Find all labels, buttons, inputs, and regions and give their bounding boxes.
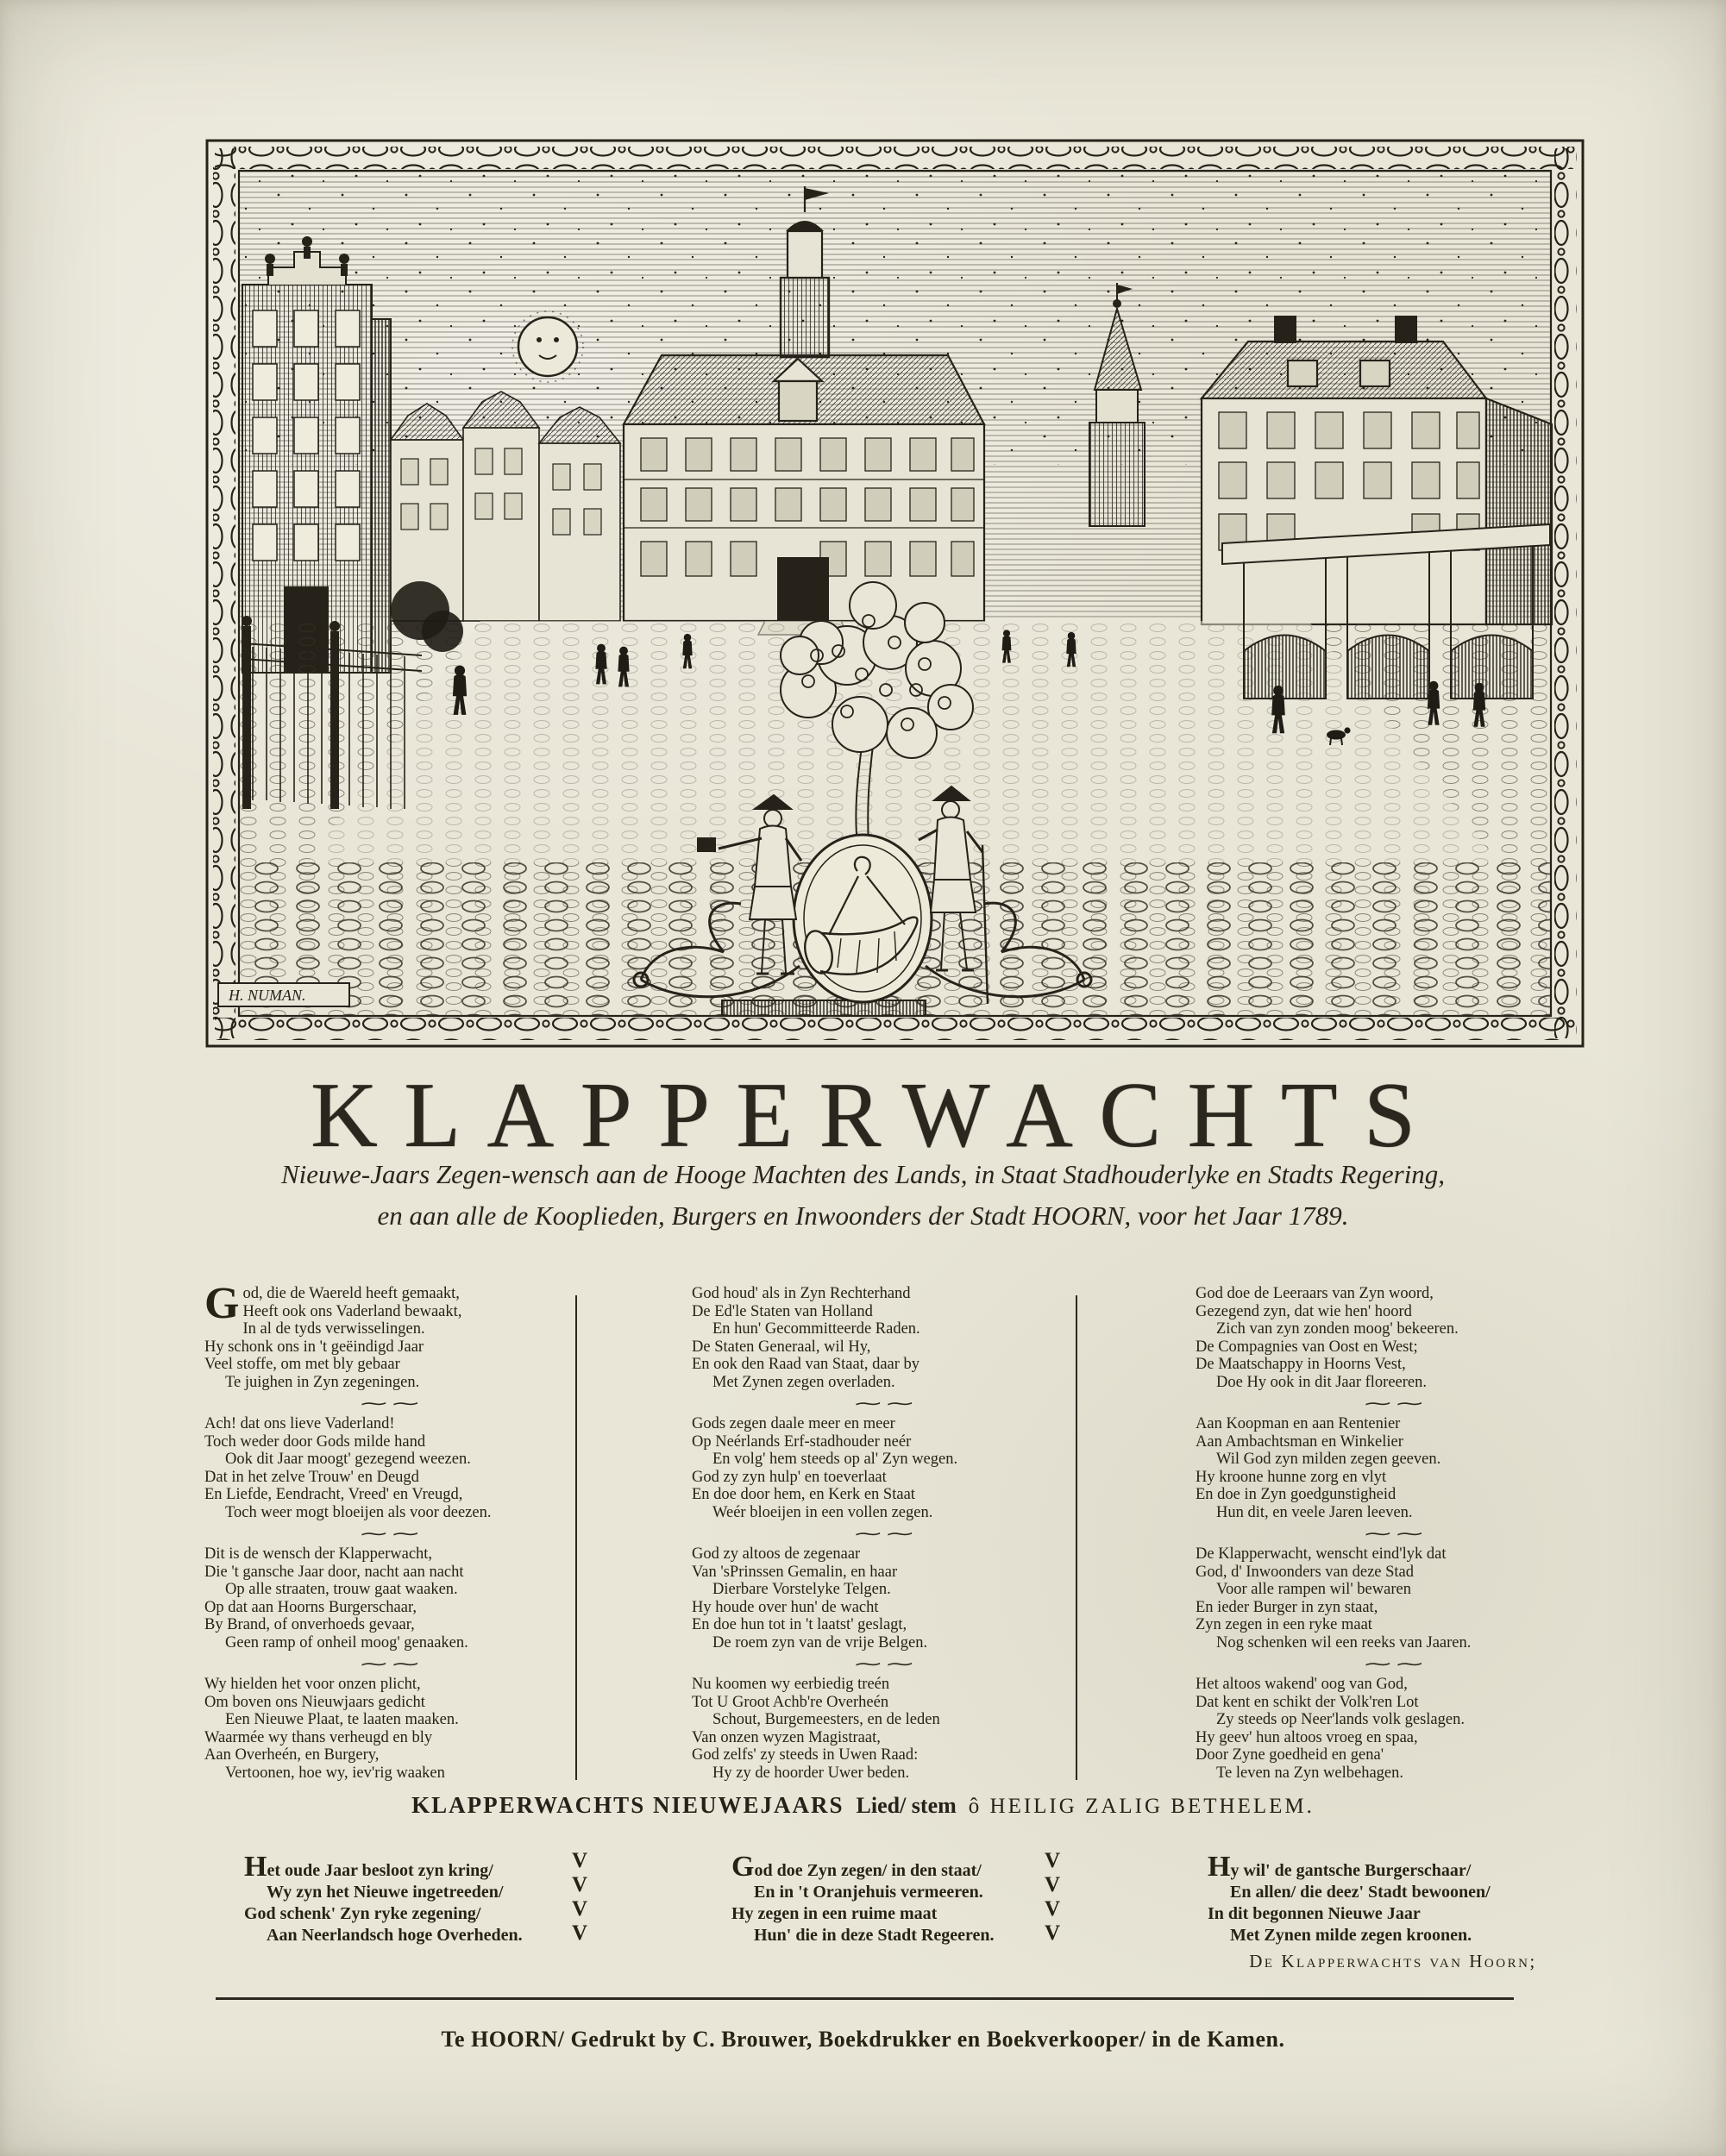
poem-line: Wil God zyn milden zegen geeven. xyxy=(1216,1451,1441,1468)
poem-line: Dierbare Vorstelyke Telgen. xyxy=(712,1581,891,1598)
poem-line: Aan Koopman en aan Rentenier xyxy=(1196,1415,1401,1432)
poem-line: De Klapperwacht, wenscht eind'lyk dat xyxy=(1196,1545,1447,1563)
chain-border-top xyxy=(215,147,1575,169)
ornamental-initial-glyph: V xyxy=(571,1849,588,1872)
poem-column-2 xyxy=(692,1285,1076,1782)
ornamental-initial-glyph: V xyxy=(1044,1921,1061,1945)
poem-line: Te juighen in Zyn zegeningen. xyxy=(225,1373,420,1391)
poem-line: En hun' Gecommitteerde Raden. xyxy=(712,1320,920,1338)
poem-line: Nu koomen wy eerbiedig treén xyxy=(692,1676,890,1693)
song-line: Hy zegen in een ruime maat xyxy=(731,1904,938,1923)
song-heading-mid: Lied/ stem xyxy=(856,1793,957,1818)
poem-line: En ook den Raad van Staat, daar by xyxy=(692,1356,920,1373)
poem-line: De roem zyn van de vrije Belgen. xyxy=(712,1633,928,1651)
ornamental-initial-glyph: V xyxy=(571,1897,588,1921)
poem-line: De Maatschappy in Hoorns Vest, xyxy=(1196,1356,1406,1373)
poem-line: Die 't gansche Jaar door, nacht aan nacht xyxy=(204,1563,464,1581)
poem-stanza xyxy=(692,1545,1076,1651)
poem-line: En volg' hem steeds op al' Zyn wegen. xyxy=(712,1451,958,1468)
song-divider-ornaments-2 xyxy=(1035,1849,1070,1946)
poem-line: Op dat aan Hoorns Burgerschaar, xyxy=(204,1598,417,1616)
poem-line: Door Zyne goedheid en gena' xyxy=(1196,1746,1384,1764)
song-line: God schenk' Zyn ryke zegening/ xyxy=(244,1904,481,1923)
stanza-divider-ornament: ∼∼ xyxy=(358,1392,422,1413)
song-line: Hun' die in deze Stadt Regeeren. xyxy=(754,1926,995,1945)
stanza-divider-ornament: ∼∼ xyxy=(1362,1652,1426,1674)
poem-line: En doe in Zyn goedgunstigheid xyxy=(1196,1486,1396,1503)
chain-border-left xyxy=(213,148,235,1038)
song-line: God doe Zyn zegen/ in den staat/ xyxy=(731,1851,982,1883)
poem-stanza xyxy=(204,1545,575,1651)
poem-line: Toch weder door Gods milde hand xyxy=(204,1432,426,1451)
poem-stanza xyxy=(204,1279,575,1391)
poem-line: God zelfs' zy steeds in Uwen Raad: xyxy=(692,1746,919,1764)
poem-line: Nog schenken wil een reeks van Jaaren. xyxy=(1216,1633,1472,1651)
page-title: KLAPPERWACHTS xyxy=(310,1064,1442,1167)
poem-line: Dat kent en schikt der Volk'ren Lot xyxy=(1196,1693,1419,1711)
poem-line: Gods zegen daale meer en meer xyxy=(692,1415,895,1432)
poem-line: Hun dit, en veele Jaren leeven. xyxy=(1216,1503,1413,1521)
poem-line: Vertoonen, hoe wy, iev'rig waaken xyxy=(225,1764,445,1782)
poem-line: De Compagnies van Oost en West; xyxy=(1196,1338,1418,1356)
poem-line: Hy zy de hoorder Uwer beden. xyxy=(712,1764,910,1782)
drop-cap: G xyxy=(204,1279,240,1328)
poem-line: Aan Overheén, en Burgery, xyxy=(204,1746,380,1764)
song-line: In dit begonnen Nieuwe Jaar xyxy=(1208,1904,1421,1923)
song-line: Aan Neerlandsch hoge Overheden. xyxy=(267,1926,523,1945)
stanza-divider-ornament: ∼∼ xyxy=(358,1652,422,1674)
poem-line: Wy hielden het voor onzen plicht, xyxy=(204,1676,421,1693)
poem-line: Hy geev' hun altoos vroeg en spaa, xyxy=(1196,1728,1418,1746)
poem-line: De Ed'le Staten van Holland xyxy=(692,1302,873,1320)
poem-line: Met Zynen zegen overladen. xyxy=(712,1373,895,1391)
poem-line: Aan Ambachtsman en Winkelier xyxy=(1196,1432,1403,1451)
poem-stanza xyxy=(692,1285,1076,1391)
poem-line: Hy schonk ons in 't geëindigd Jaar xyxy=(204,1338,424,1356)
poem-column-1 xyxy=(204,1279,575,1782)
engraving xyxy=(204,138,1585,1049)
poem-line: En ieder Burger in zyn staat, xyxy=(1196,1598,1378,1616)
poem-line: Dit is de wensch der Klapperwacht, xyxy=(204,1545,433,1563)
poem-line: Zyn zegen in een ryke maat xyxy=(1196,1616,1372,1633)
poem-column-3 xyxy=(1196,1285,1592,1782)
poem-line: Zy steeds op Neer'lands volk geslagen. xyxy=(1216,1711,1465,1728)
ornamental-initial-glyph: V xyxy=(1044,1873,1061,1896)
subtitle-line1: Nieuwe-Jaars Zegen-wensch aan de Hooge Machten des Lands, in Staat Stadhouderlyke en Stadts Regering, xyxy=(280,1159,1446,1189)
stanza-divider-ornament: ∼∼ xyxy=(851,1392,916,1413)
poem-line: Tot U Groot Achb're Overheén xyxy=(692,1693,889,1711)
poem-line: God houd' als in Zyn Rechterhand xyxy=(692,1285,911,1302)
song-line: En allen/ die deez' Stadt bewoonen/ xyxy=(1230,1883,1491,1902)
song-column-3 xyxy=(1208,1852,1587,1946)
poem-stanza xyxy=(1196,1545,1592,1651)
song-line: Met Zynen milde zegen kroonen. xyxy=(1230,1926,1472,1945)
poem-line: God zy zyn hulp' en toeverlaat xyxy=(692,1468,887,1486)
song-line: Het oude Jaar besloot zyn kring/ xyxy=(244,1851,493,1883)
poem-stanza xyxy=(204,1415,575,1521)
poem-stanza xyxy=(692,1676,1076,1782)
poem-line: Hy kroone hunne zorg en vlyt xyxy=(1196,1468,1387,1486)
poem-line: Van 'sPrinssen Gemalin, en haar xyxy=(692,1563,898,1581)
song-attribution: De Klapperwachts van Hoorn; xyxy=(1249,1951,1537,1971)
poem-line: Weér bloeijen in een vollen zegen. xyxy=(712,1503,933,1521)
poem-line: God zy altoos de zegenaar xyxy=(692,1545,861,1563)
signature-plate xyxy=(218,983,349,1006)
poem-line: Op Neérlands Erf-stadhouder neér xyxy=(692,1432,912,1451)
poem-line: Hy houde over hun' de wacht xyxy=(692,1598,879,1616)
song-heading xyxy=(0,1792,1726,1819)
horn-cartouche xyxy=(794,835,932,1002)
ornamental-initial-glyph: V xyxy=(571,1921,588,1945)
poem-line: God doe de Leeraars van Zyn woord, xyxy=(1196,1285,1434,1302)
poem-line: Het altoos wakend' oog van God, xyxy=(1196,1676,1408,1693)
poem-line: Ook dit Jaar moogt' gezegend weezen. xyxy=(225,1451,471,1468)
subtitle-line2: en aan alle de Kooplieden, Burgers en Inwoonders der Stadt HOORN, voor het Jaar 1789. xyxy=(377,1200,1349,1231)
stanza-divider-ornament: ∼∼ xyxy=(1362,1522,1426,1544)
poem-line-text: od, die de Waereld heeft gemaakt, xyxy=(242,1285,460,1302)
emblem-plinth xyxy=(722,1000,926,1016)
poem-line: God, d' Inwoonders van deze Stad xyxy=(1196,1563,1415,1581)
poem-line: De Staten Generaal, wil Hy, xyxy=(692,1338,871,1356)
poem-line: Een Nieuwe Plaat, te laaten maaken. xyxy=(225,1711,459,1728)
poem-stanza xyxy=(1196,1285,1592,1391)
poem-line: Dat in het zelve Trouw' en Deugd xyxy=(204,1468,419,1486)
song-divider-ornaments-1 xyxy=(562,1849,597,1946)
poem-stanza xyxy=(204,1676,575,1782)
poem-line: Toch weer mogt bloeijen als voor deezen. xyxy=(225,1503,492,1521)
song-heading-caps: ô HEILIG ZALIG BETHELEM. xyxy=(968,1795,1315,1818)
ornamental-initial-glyph: V xyxy=(1044,1897,1061,1921)
stanza-divider-ornament: ∼∼ xyxy=(358,1522,422,1544)
poem-line: Van onzen wyzen Magistraat, xyxy=(692,1728,881,1746)
poem-line: Waarmée wy thans verheugd en bly xyxy=(204,1728,433,1746)
poem-stanza xyxy=(1196,1415,1592,1521)
poem-line: Op alle straaten, trouw gaat waaken. xyxy=(225,1581,458,1598)
poem-line: En doe hun tot in 't laatst' geslagt, xyxy=(692,1616,907,1633)
song-line: Hy wil' de gantsche Burgerschaar/ xyxy=(1208,1851,1472,1883)
left-building xyxy=(242,236,391,673)
poem-line: Zich van zyn zonden moog' bekeeren. xyxy=(1216,1320,1459,1338)
poem-line: En doe door hem, en Kerk en Staat xyxy=(692,1486,915,1503)
chain-border-right xyxy=(1554,148,1577,1038)
poem-line: Gezegend zyn, dat wie hen' hoord xyxy=(1196,1302,1412,1320)
poem-line: Heeft ook ons Vaderland bewaakt, xyxy=(242,1302,462,1320)
imprint-line: Te HOORN/ Gedrukt by C. Brouwer, Boekdrukker en Boekverkooper/ in de Kamen. xyxy=(441,2027,1285,2052)
stanza-divider-ornament: ∼∼ xyxy=(1362,1392,1426,1413)
song-line: Wy zyn het Nieuwe ingetreeden/ xyxy=(267,1883,504,1902)
stanza-divider-ornament: ∼∼ xyxy=(851,1522,916,1544)
poem-line: Doe Hy ook in dit Jaar floreeren. xyxy=(1216,1373,1428,1391)
poem-line: In al de tyds verwisselingen. xyxy=(242,1320,425,1338)
ornamental-initial-glyph: V xyxy=(1044,1849,1061,1872)
poem-line: Te leven na Zyn welbehagen. xyxy=(1216,1764,1404,1782)
poem-line: Voor alle rampen wil' bewaren xyxy=(1216,1581,1411,1598)
poem-stanza xyxy=(1196,1676,1592,1782)
column-divider-rule-2 xyxy=(1076,1295,1077,1780)
poem-line: Ach! dat ons lieve Vaderland! xyxy=(204,1415,395,1432)
song-heading-blackletter: KLAPPERWACHTS NIEUWEJAARS xyxy=(411,1792,844,1818)
column-divider-rule-1 xyxy=(575,1295,577,1780)
poem-line: Geen ramp of onheil moog' genaaken. xyxy=(225,1633,468,1651)
poem-line: Veel stoffe, om met bly gebaar xyxy=(204,1356,400,1373)
song-column-1 xyxy=(244,1852,615,1946)
ornamental-initial-glyph: V xyxy=(571,1873,588,1896)
stanza-divider-ornament: ∼∼ xyxy=(851,1652,916,1674)
poem-line: Om boven ons Nieuwjaars gedicht xyxy=(204,1693,425,1711)
imprint-rule xyxy=(216,1997,1514,2000)
engraver-signature: H. NUMAN. xyxy=(229,987,306,1004)
poem-line: By Brand, of onverhoeds gevaar, xyxy=(204,1616,415,1633)
poem-stanza xyxy=(692,1415,1076,1521)
poem-line: Schout, Burgemeesters, en de leden xyxy=(712,1711,940,1728)
song-line: En in 't Oranjehuis vermeeren. xyxy=(754,1883,983,1902)
chain-border-bottom xyxy=(215,1018,1575,1040)
poem-line: En Liefde, Eendracht, Vreed' en Vreugd, xyxy=(204,1486,463,1503)
